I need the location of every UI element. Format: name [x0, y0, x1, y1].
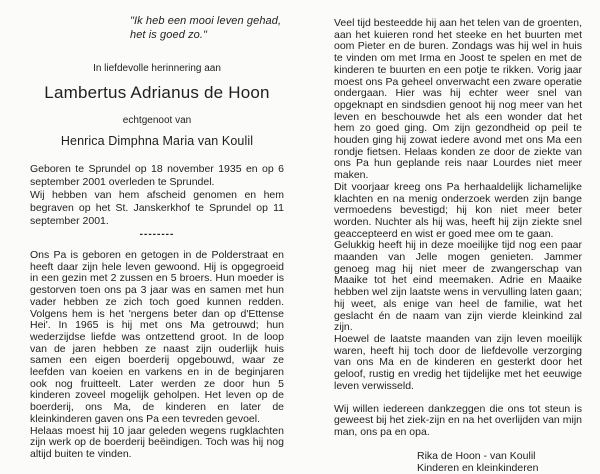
deceased-name: Lambertus Adrianus de Hoon: [44, 83, 270, 102]
right-body-paragraph-4: Hoewel de laatste maanden van zijn leven moeilijk waren, heeft hij toch door de liefdevolle verzorging van ons Ma en de kinderen en gesterkt door het geloof, rustig en vredig het tijdelijke met het eeuwige leven verwisseld.: [334, 332, 582, 392]
spouse-of-line: echtgenoot van: [122, 115, 192, 126]
quote-line-2: het is goed zo.": [130, 29, 208, 41]
memoriam-line: In liefdevolle herinnering aan: [93, 63, 221, 74]
left-body-paragraph-1: Ons Pa is geboren en getogen in de Polderstraat en heeft daar zijn hele leven gewoond. Hij is opgegroeid in een gezin met 2 zussen en 5 broers. Hun moeder is gestorven toen ons pa 3 jaar was en samen met hun vader hebben ze zich toch goed kunnen redden. Volgens hem is het 'nergens beter dan op d'Ettense Hei'. In 1965 is hij met ons Ma getrouwd; hun wederzijdse liefde was ontzettend groot. In de loop van de jaren hebben ze naast zijn ouderlijk huis samen een eigen boerderij opgebouwd, waar ze leefden van koeien en varkens en in de beginjaren ook nog fruitteelt. Later werden ze door hun 5 kinderen zoveel mogelijk geholpen. Het leven op de boerderij, ons Ma, de kinderen en later de kleinkinderen gaven ons Pa een tevreden gevoel.: [30, 249, 284, 425]
farewell-paragraph: Wij hebben van hem afscheid genomen en hem begraven op het St. Janskerkhof te Sprundel op 11 september 2001.: [30, 189, 284, 227]
right-body-paragraph-1: Veel tijd besteedde hij aan het telen van de groenten, aan het kuieren rond het steeke en het buurten met oom Pieter en de buren. Zondags was hij wel in huis te vinden om met Irma en Joost te spelen en met de kinderen te buurten en een potje te rikken. Vorig jaar moest ons Pa geheel onverwacht een zware operatie ondergaan. Hier was hij echter weer snel van opgeknapt en sindsdien genoot hij nog meer van het leven en beschouwde het als een wonder dat het hem zo goed ging. Om zijn gezondheid op peil te houden ging hij zowat iedere avond met ons Ma een rondje fietsen. Helaas konden ze door de ziekte van ons Pa hun geplande reis naar Lourdes niet meer maken.: [334, 17, 582, 182]
signature-line-2: Kinderen en kleinkinderen: [417, 461, 539, 474]
left-body-paragraph-2: Helaas moest hij 10 jaar geleden wegens rugklachten zijn werk op de boerderij beëindigen. Toch was hij nog altijd buiten te vinden.: [30, 424, 284, 460]
left-page: [30, 12, 284, 461]
opening-quote: [130, 14, 284, 42]
right-page: [334, 12, 582, 474]
dash-separator: --------: [139, 229, 175, 240]
life-dates-paragraph: Geboren te Sprundel op 18 november 1935 en op 6 september 2001 overleden te Sprundel.: [30, 163, 284, 188]
spouse-name: Henrica Dimphna Maria van Koulil: [60, 134, 254, 148]
signature-line-1: Rika de Hoon - van Koulil: [417, 449, 536, 462]
right-body-paragraph-2: Dit voorjaar kreeg ons Pa herhaaldelijk lichamelijke klachten en na menig onderzoek werden zijn bange vermoedens bevestigd; hij kon niet meer beter worden. Nuchter als hij was, heeft hij zijn ziekte snel geaccepteerd en wist er goed mee om te gaan.: [334, 180, 582, 240]
acknowledgement-paragraph: Wij willen iedereen dankzeggen die ons tot steun is geweest bij het ziek-zijn en na het overlijden van mijn man, ons pa en opa.: [334, 402, 582, 438]
right-body-paragraph-3: Gelukkig heeft hij in deze moeilijke tijd nog een paar maanden van Jelle mogen genieten. Jammer genoeg mag hij niet meer de zwangerschap van Maaike tot het eind meemaken. Adrie en Maaike hebben wel zijn laatste wens in vervulling laten gaan; hij weet, als enige van heel de familie, wat het geslacht én de naam van zijn vierde kleinkind zal zijn.: [334, 239, 582, 334]
quote-line-1: "Ik heb een mooi leven gehad,: [130, 15, 282, 27]
signature-block: [417, 450, 582, 474]
